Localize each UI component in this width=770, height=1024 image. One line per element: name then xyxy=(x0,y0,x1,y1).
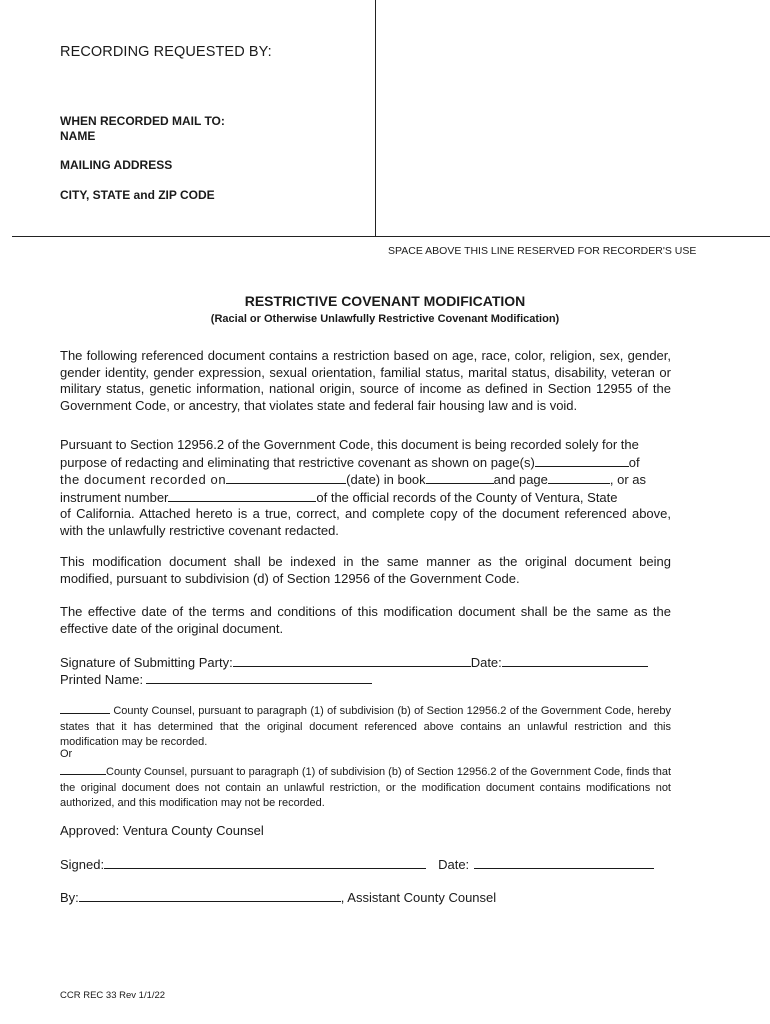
paragraph-indexing: This modification document shall be indexed in the same manner as the original document being modified, pursuant to subdivision (d) of Section 12956 of the Government Code. xyxy=(60,554,671,586)
signature-date-label: Date: xyxy=(470,655,502,670)
approved-by-county-counsel: Approved: Ventura County Counsel xyxy=(60,823,264,838)
counsel-option-deny: County Counsel, pursuant to paragraph (1) of subdivision (b) of Section 12956.2 of the Government Code, finds that the original document does not contain an unlawful restriction, or the modification document contains modifications not authorized, and this modification may not be recorded. xyxy=(60,762,671,812)
paragraph-unlawful-restriction: The following referenced document contains a restriction based on age, race, color, religion, sex, gender, gender identity, gender expression, sexual orientation, familial status, marital status, disability, veteran or military status, genetic information, national origin, source of income as defined in Section 12955 of the Government Code, or ancestry, that violates state and federal fair housing law and is void. xyxy=(60,348,671,413)
counsel-option-approve: County Counsel, pursuant to paragraph (1) of subdivision (b) of Section 12956.2 of the Government Code, hereby states that it has determined that the original document referenced above contains an unlawful restriction and this modification may be recorded. xyxy=(60,701,671,751)
document-title: RESTRICTIVE COVENANT MODIFICATION xyxy=(244,293,526,309)
by-label: By: xyxy=(60,890,79,905)
recorder-use-divider xyxy=(12,236,770,237)
paragraph-effective-date: The effective date of the terms and conditions of this modification document shall be the same as the effective date of the original document. xyxy=(60,604,671,636)
instrument-number-field[interactable] xyxy=(168,489,316,502)
recorded-date-field[interactable] xyxy=(226,471,346,484)
signed-field[interactable] xyxy=(104,856,426,869)
printed-name-field[interactable] xyxy=(146,671,372,684)
name-label: NAME xyxy=(60,129,96,143)
recorder-use-note: SPACE ABOVE THIS LINE RESERVED FOR RECORDER'S USE xyxy=(388,245,697,257)
document-subtitle: (Racial or Otherwise Unlawfully Restrictive Covenant Modification) xyxy=(210,313,560,325)
recording-requested-by-label: RECORDING REQUESTED BY: xyxy=(60,44,272,60)
by-field[interactable] xyxy=(79,889,341,902)
printed-name-line xyxy=(60,671,372,688)
signature-date-field[interactable] xyxy=(502,654,648,667)
pursuant-line-1: Pursuant to Section 12956.2 of the Government Code, this document is being recorded solely for the xyxy=(60,437,639,452)
printed-name-label: Printed Name: xyxy=(60,672,144,687)
counsel-or: Or xyxy=(60,748,73,760)
pursuant-line-4: instrument number of the official records of the County of Ventura, State xyxy=(60,489,618,505)
assistant-county-counsel-label: , Assistant County Counsel xyxy=(340,890,497,905)
pages-field[interactable] xyxy=(535,454,629,467)
by-line xyxy=(60,889,496,906)
signed-label: Signed: xyxy=(60,857,105,872)
page-field[interactable] xyxy=(548,471,610,484)
counsel-deny-checkbox-line[interactable] xyxy=(60,762,106,775)
approval-date-label: Date: xyxy=(438,857,470,872)
mailing-address-label: MAILING ADDRESS xyxy=(60,158,173,172)
signature-line xyxy=(60,654,648,671)
pursuant-line-3: the document recorded on (date) in book and page , or as xyxy=(60,472,647,488)
signature-field[interactable] xyxy=(233,654,471,667)
paragraph-pursuant-section xyxy=(60,437,671,540)
pursuant-rest: of California. Attached hereto is a true, correct, and complete copy of the document referenced above, with the unlawfully restrictive covenant redacted. xyxy=(60,506,671,538)
when-recorded-mail-to-label: WHEN RECORDED MAIL TO: xyxy=(60,114,225,128)
city-state-zip-label: CITY, STATE and ZIP CODE xyxy=(60,188,215,202)
book-field[interactable] xyxy=(426,471,494,484)
signed-line xyxy=(60,856,654,873)
counsel-approve-checkbox-line[interactable] xyxy=(60,701,110,714)
signature-label: Signature of Submitting Party: xyxy=(60,655,233,670)
pursuant-line-2: purpose of redacting and eliminating that restrictive covenant as shown on page(s) of xyxy=(60,454,640,470)
form-revision-code: CCR REC 33 Rev 1/1/22 xyxy=(60,990,166,1001)
header-vertical-divider xyxy=(375,0,376,236)
approval-date-field[interactable] xyxy=(474,856,654,869)
